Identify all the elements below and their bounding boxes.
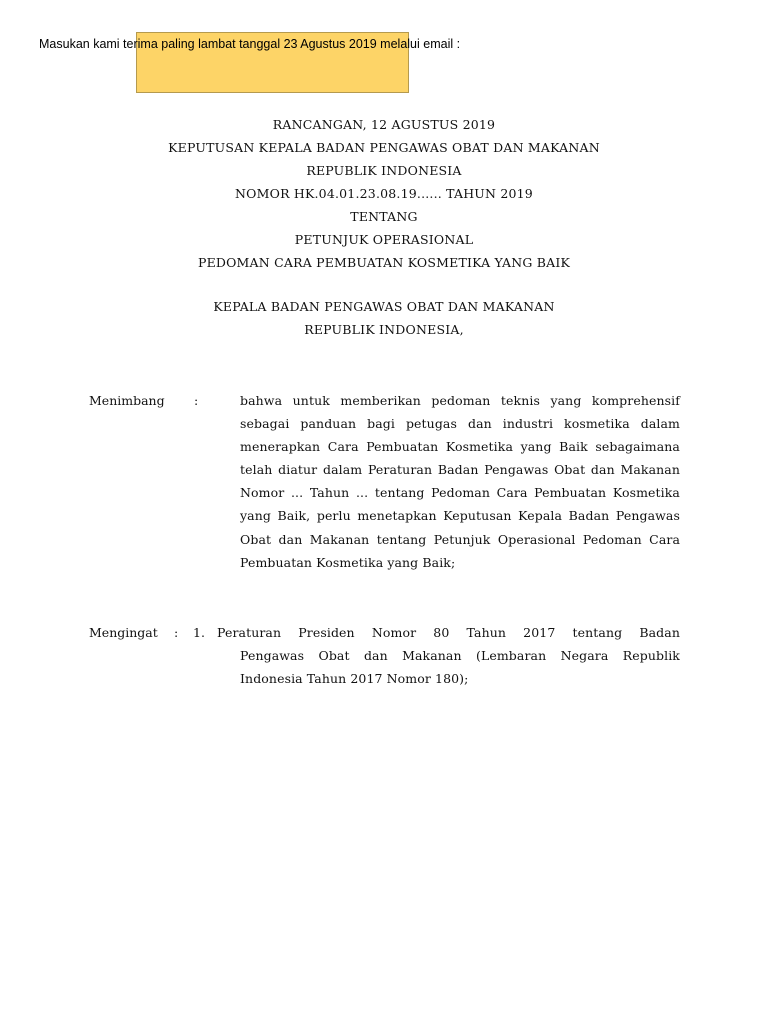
republic-line: REPUBLIK INDONESIA <box>306 163 462 178</box>
mengingat-label: Mengingat <box>89 625 158 640</box>
decree-number-line: NOMOR HK.04.01.23.08.19...... TAHUN 2019 <box>235 186 533 201</box>
mengingat-colon: : <box>174 625 179 640</box>
subject-line-2: PEDOMAN CARA PEMBUATAN KOSMETIKA YANG BAIK <box>197 255 571 270</box>
authority-line-1: KEPALA BADAN PENGAWAS OBAT DAN MAKANAN <box>213 299 555 314</box>
draft-date-line: RANCANGAN, 12 AGUSTUS 2019 <box>272 117 496 132</box>
decree-title-line: KEPUTUSAN KEPALA BADAN PENGAWAS OBAT DAN MAKANAN <box>168 140 600 155</box>
subject-line-1: PETUNJUK OPERASIONAL <box>294 232 474 247</box>
mengingat-item-number: 1. <box>193 625 205 640</box>
mengingat-item-text: Pengawas Obat dan Makanan (Lembaran Negara Republik Indonesia Tahun 2017 Nomor 180); <box>240 648 680 687</box>
menimbang-colon: : <box>194 393 199 408</box>
authority-line-2: REPUBLIK INDONESIA, <box>304 322 464 337</box>
tentang-line: TENTANG <box>350 209 418 224</box>
mengingat-item-first-line: Peraturan Presiden Nomor 80 Tahun 2017 tentang Badan <box>217 625 680 640</box>
menimbang-label: Menimbang <box>89 393 165 408</box>
authority-block <box>0 295 768 341</box>
document-header <box>0 113 768 274</box>
submission-notice: Masukan kami terima paling lambat tanggal 23 Agustus 2019 melalui email : <box>39 37 461 51</box>
menimbang-text: bahwa untuk memberikan pedoman teknis yang komprehensif sebagai panduan bagi petugas dan industri kosmetika dalam menerapkan Cara Pembuatan Kosmetika yang Baik sebagaimana telah diatur dalam Peraturan Badan Pengawas Obat dan Makanan Nomor ... Tahun ... tentang Pedoman Cara Pembuatan Kosmetika yang Baik, perlu menetapkan Keputusan Kepala Badan Pengawas Obat dan Makanan tentang Petunjuk Operasional Pedoman Cara Pembuatan Kosmetika yang Baik; <box>240 393 680 570</box>
